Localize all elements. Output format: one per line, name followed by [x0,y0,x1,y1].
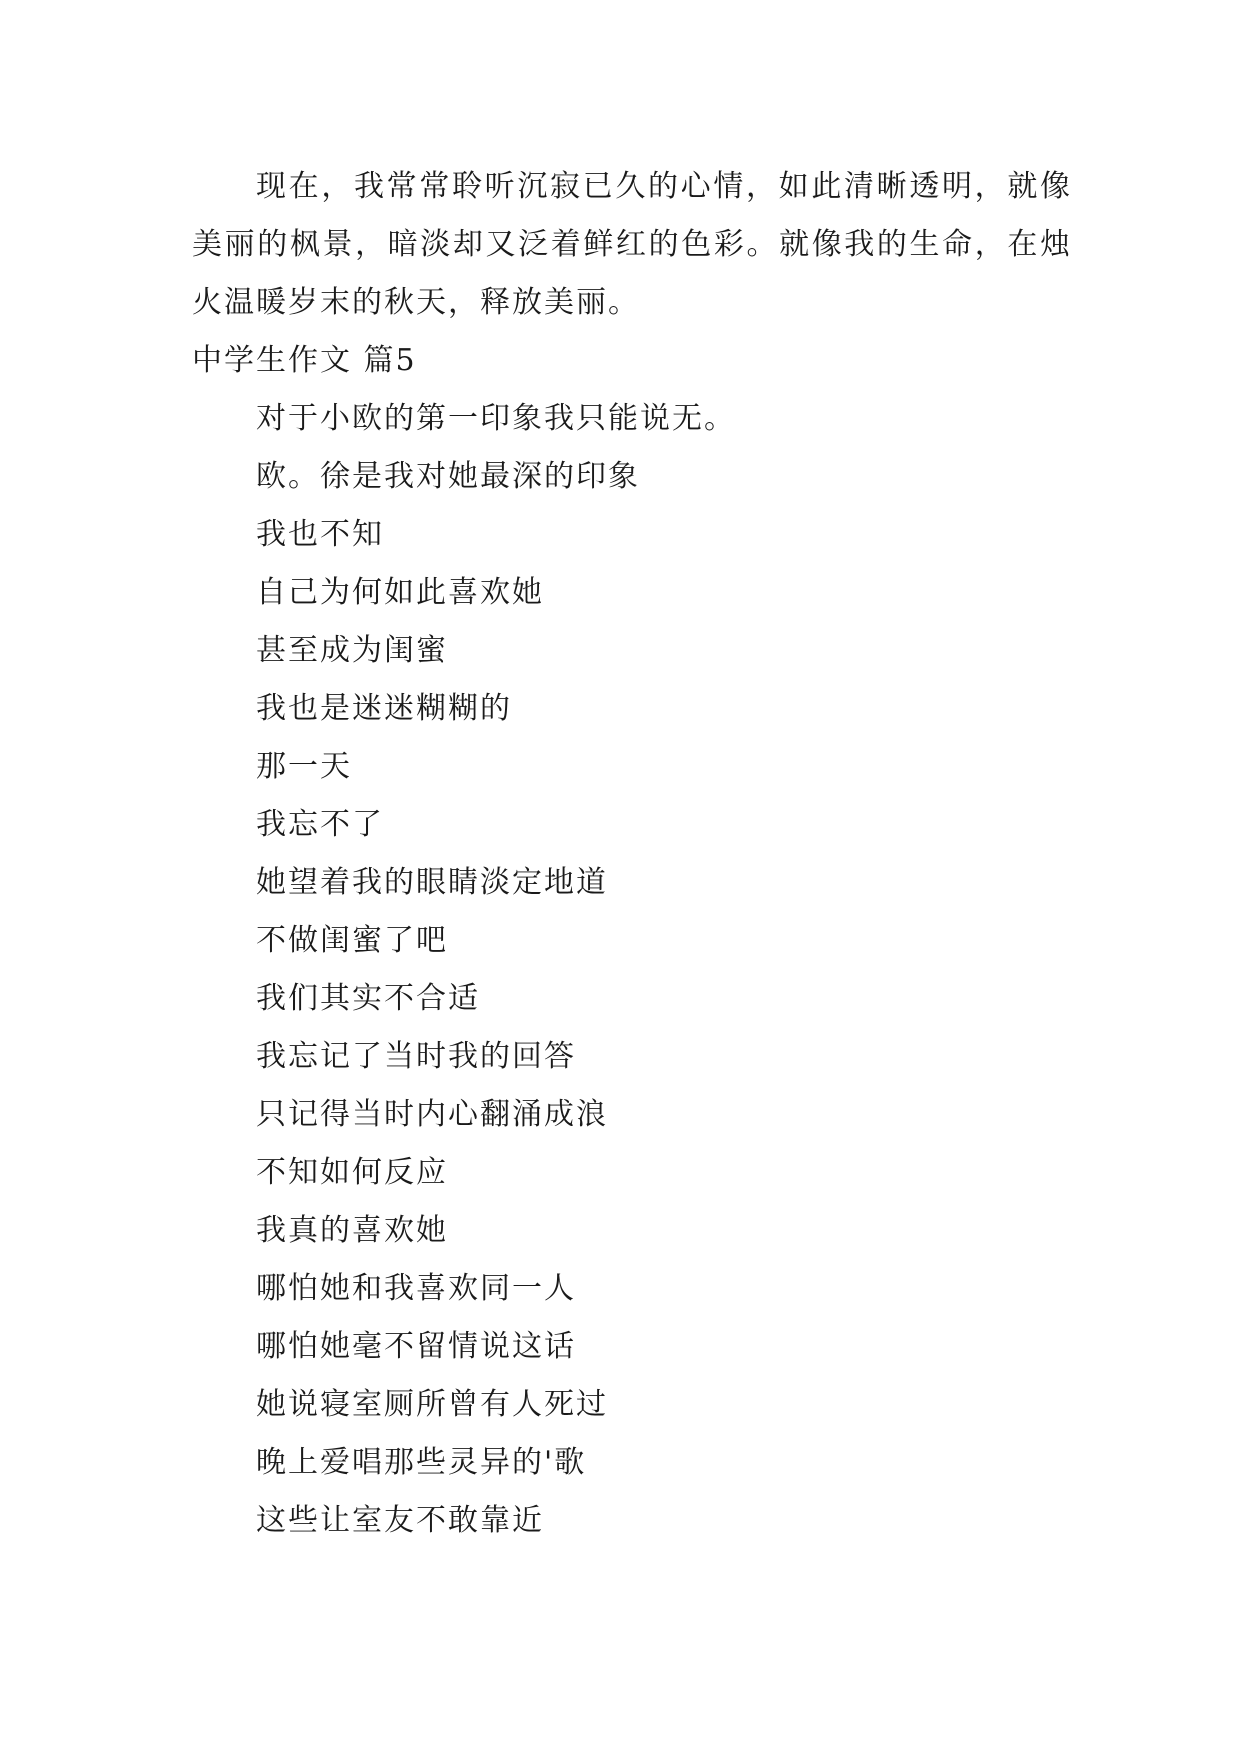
section-heading: 中学生作文 篇5 [192,343,417,378]
poem-line: 对于小欧的第一印象我只能说无。 [256,401,736,436]
poem-line: 甚至成为闺蜜 [256,633,448,668]
poem-line: 我忘不了 [256,807,384,842]
poem-line: 我也不知 [256,517,384,552]
poem-line: 哪怕她毫不留情说这话 [256,1329,576,1364]
poem-line: 她说寝室厕所曾有人死过 [256,1387,608,1422]
poem-line: 那一天 [256,749,352,784]
poem-line: 不知如何反应 [256,1155,448,1190]
poem-line: 只记得当时内心翻涌成浪 [256,1097,608,1132]
poem-line: 晚上爱唱那些灵异的'歌 [256,1445,587,1480]
poem-line: 她望着我的眼睛淡定地道 [256,865,608,900]
poem-line: 这些让室友不敢靠近 [256,1503,544,1538]
poem-line: 欧。徐是我对她最深的印象 [256,459,640,494]
document-body [192,158,1072,1550]
poem-line: 我们其实不合适 [256,981,480,1016]
intro-paragraph: 现在，我常常聆听沉寂已久的心情，如此清晰透明，就像美丽的枫景，暗淡却又泛着鲜红的色彩。就像我的生命，在烛火温暖岁末的秋天，释放美丽。 [192,169,1072,320]
poem-line: 我忘记了当时我的回答 [256,1039,576,1074]
poem-line: 哪怕她和我喜欢同一人 [256,1271,576,1306]
poem-line: 我真的喜欢她 [256,1213,448,1248]
poem-line: 不做闺蜜了吧 [256,923,448,958]
poem-line: 自己为何如此喜欢她 [256,575,544,610]
poem-line: 我也是迷迷糊糊的 [256,691,512,726]
